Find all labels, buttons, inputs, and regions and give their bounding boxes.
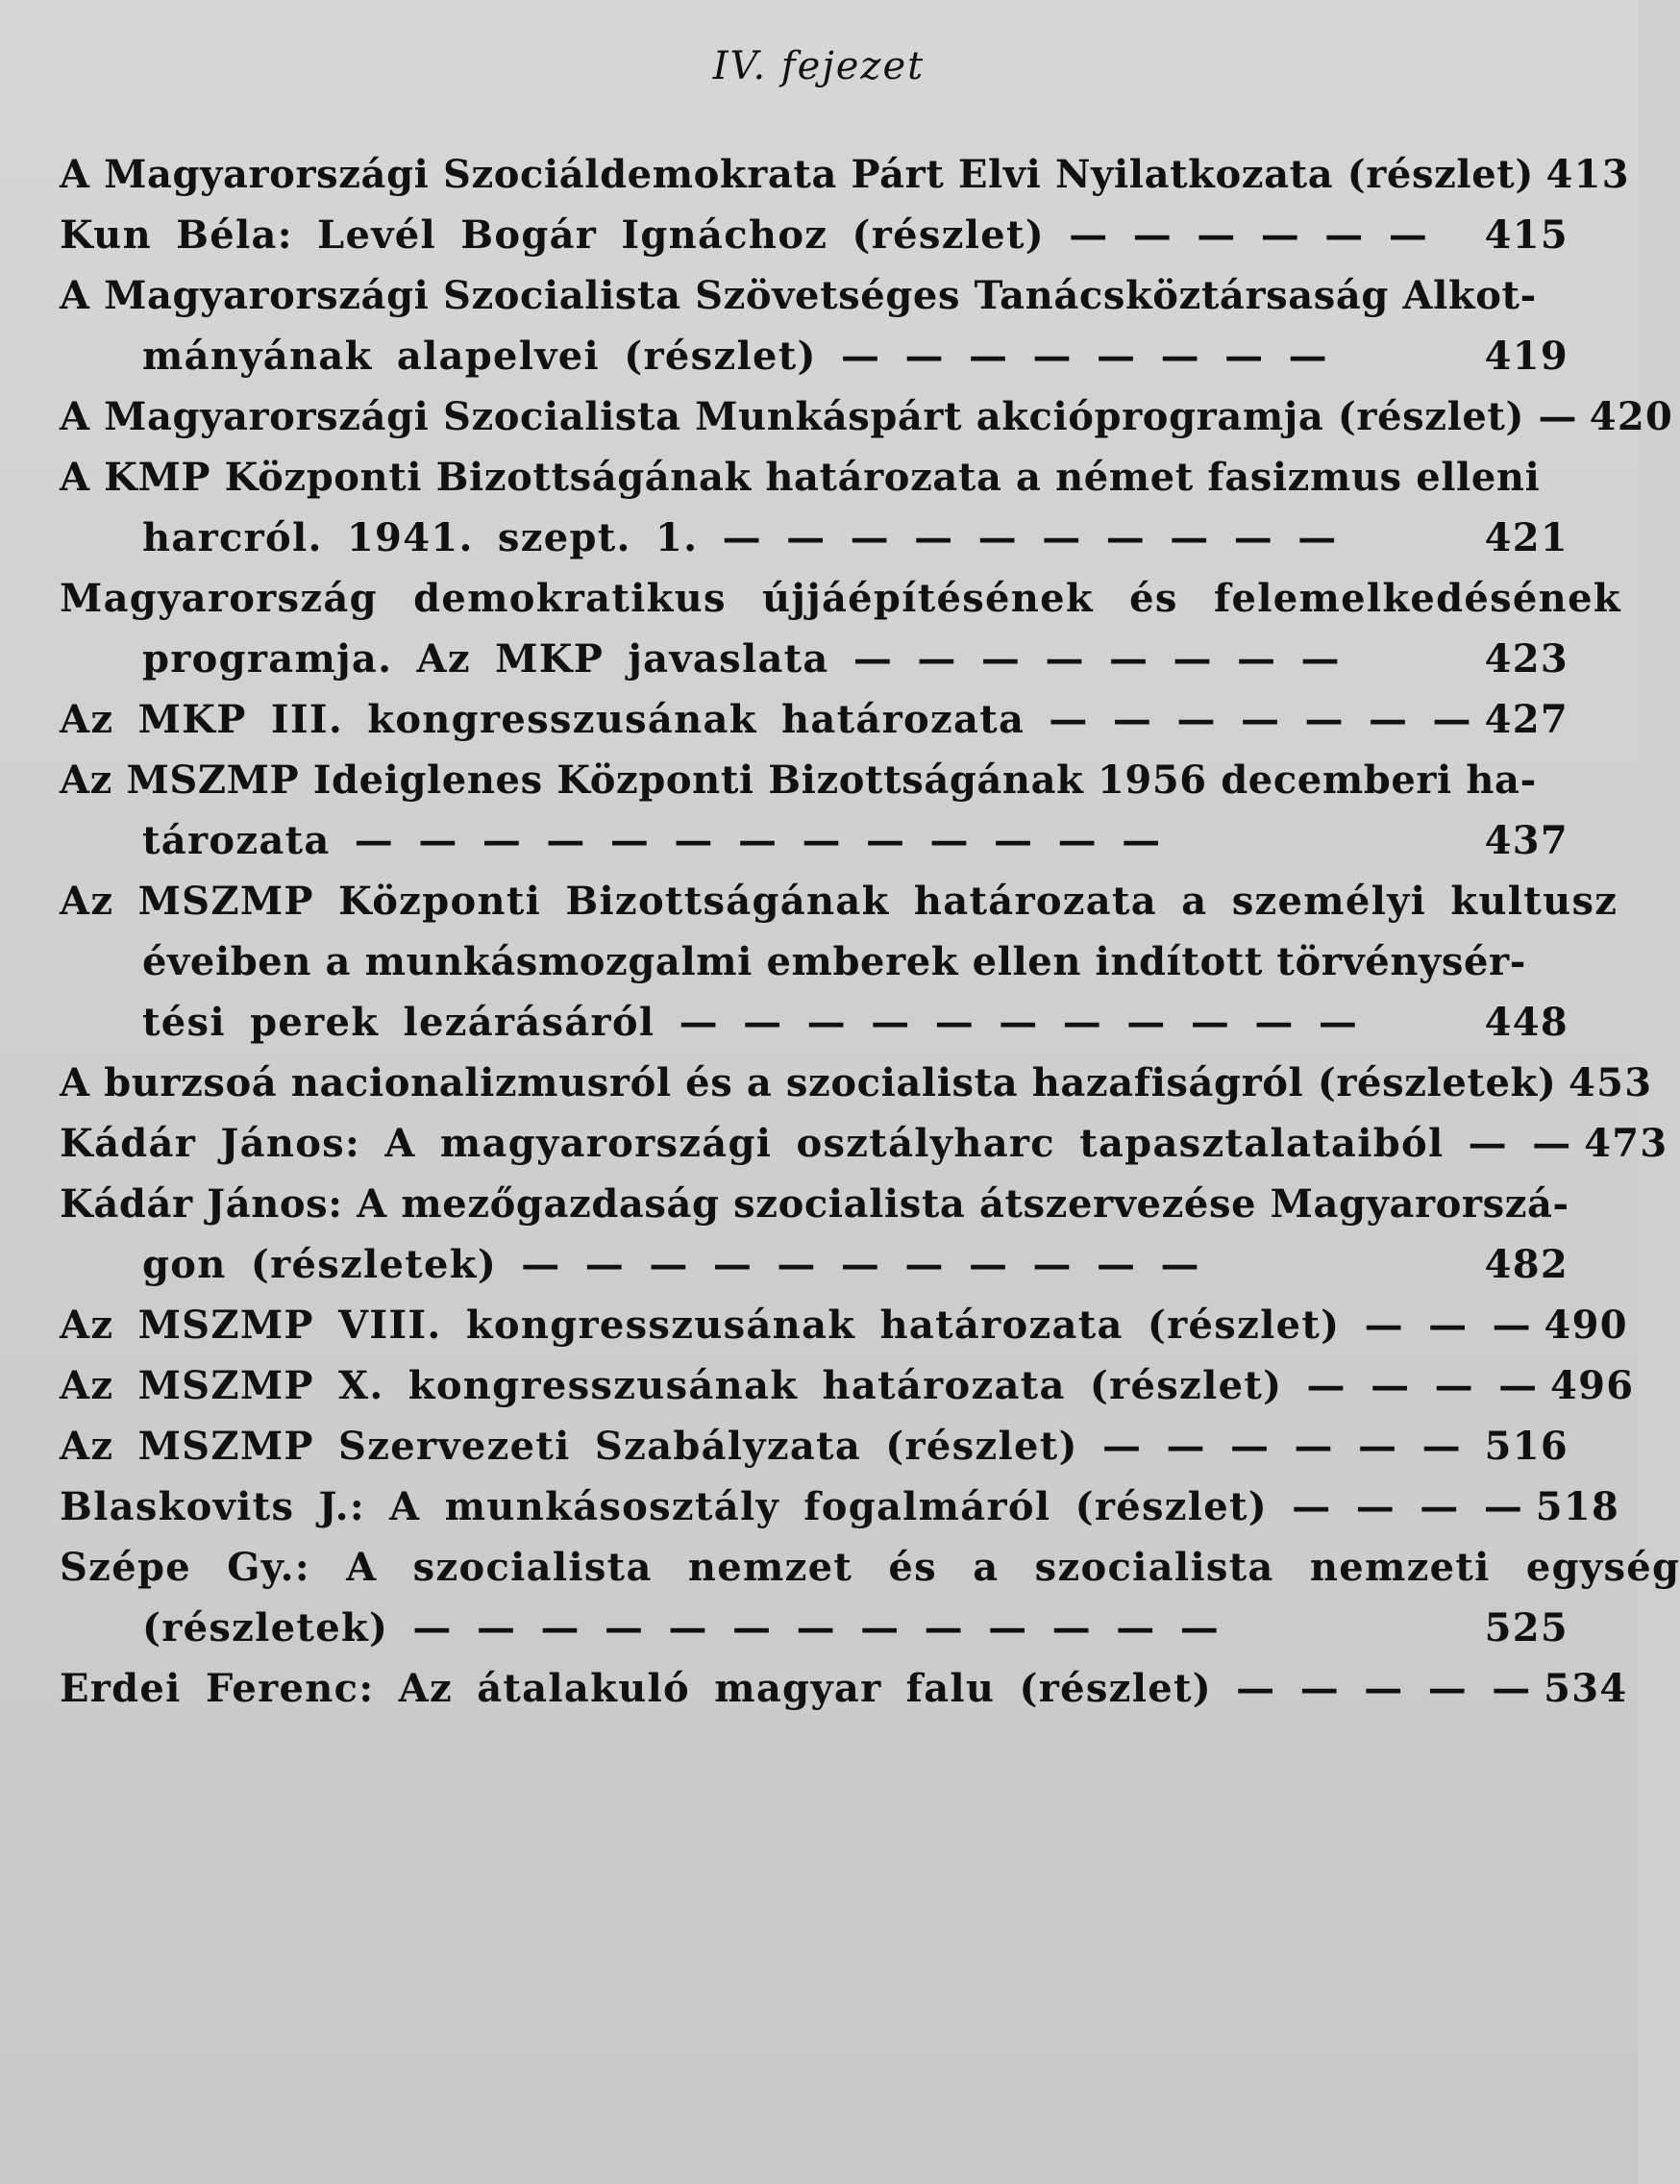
toc-entry-title: Magyarország demokratikus újjáépítésének és felemelkedésének — [60, 576, 1621, 621]
toc-entry-page: 525 — [1484, 1605, 1569, 1650]
toc-entry-page: 421 — [1484, 515, 1569, 560]
toc-entry-title-continued: harcról. 1941. szept. 1. — — — — — — — — — — — [142, 515, 1338, 560]
toc-entry — [60, 1477, 1620, 1537]
toc-entry-title: A Magyarországi Szocialista Munkáspárt akcióprogramja (részlet) — — [60, 394, 1578, 439]
toc-entry-title: Az MSZMP Ideiglenes Központi Bizottságának 1956 decemberi ha- — [60, 757, 1537, 803]
toc-entry — [60, 1658, 1628, 1719]
toc-entry-title-continued: mányának alapelvei (részlet) — — — — — — — — — [142, 334, 1328, 379]
toc-entry — [60, 689, 1569, 750]
toc-entry — [60, 1053, 1653, 1113]
toc-entry-title: Blaskovits J.: A munkásosztály fogalmáról (részlet) — — — — — [60, 1484, 1524, 1529]
chapter-heading: IV. fejezet — [712, 44, 926, 88]
toc-entry — [60, 1537, 1680, 1658]
toc-entry — [60, 386, 1674, 447]
toc-entry — [60, 1295, 1628, 1355]
toc-entry-title: A Magyarországi Szociáldemokrata Párt Elvi Nyilatkozata (részlet) — [60, 152, 1534, 197]
toc-entry — [60, 568, 1621, 689]
toc-entry — [60, 750, 1569, 871]
toc-entry-page: 473 — [1584, 1121, 1668, 1166]
toc-entry-page: 415 — [1484, 212, 1569, 258]
toc-entry — [60, 1416, 1569, 1477]
toc-entry-title: Erdei Ferenc: Az átalakuló magyar falu (részlet) — — — — — — [60, 1666, 1532, 1711]
toc-entry — [60, 1113, 1668, 1174]
toc-entry-page: 516 — [1484, 1424, 1569, 1469]
toc-entry-title: Az MSZMP X. kongresszusának határozata (részlet) — — — — — [60, 1363, 1539, 1408]
toc-entry — [60, 144, 1630, 205]
toc-entry — [60, 205, 1569, 265]
toc-entry-page: 420 — [1589, 394, 1674, 439]
toc-entry-page: 419 — [1484, 334, 1569, 379]
toc-entry-page: 453 — [1568, 1060, 1653, 1105]
toc-entry-page: 518 — [1535, 1484, 1620, 1529]
toc-entry-page: 534 — [1544, 1666, 1628, 1711]
toc-entry-page: 490 — [1544, 1303, 1628, 1348]
toc-entry-title-continued: éveiben a munkásmozgalmi emberek ellen indított törvénysér- — [142, 939, 1526, 984]
toc-entry — [60, 447, 1569, 568]
toc-entry-title: Kádár János: A mezőgazdaság szocialista átszervezése Magyarorszá- — [60, 1181, 1569, 1227]
toc-entry-title-continued: tározata — — — — — — — — — — — — — — [142, 818, 1162, 863]
toc-entry-title: A Magyarországi Szocialista Szövetséges Tanácsköztársaság Alkot- — [60, 273, 1537, 318]
toc-entry — [60, 265, 1569, 386]
toc-entry-title: Szépe Gy.: A szocialista nemzet és a szocialista nemzeti egység — [60, 1545, 1680, 1590]
toc-entry-title-continued: (részletek) — — — — — — — — — — — — — — [142, 1605, 1221, 1650]
toc-entry-page: 482 — [1484, 1242, 1569, 1287]
toc-entry-page: 413 — [1545, 152, 1630, 197]
toc-entry-page: 437 — [1484, 818, 1569, 863]
toc-entry-title: Kádár János: A magyarországi osztályharc tapasztalataiból — — — [60, 1121, 1572, 1166]
toc-entry-title: A burzsoá nacionalizmusról és a szocialista hazafiságról (részletek) — [60, 1060, 1557, 1105]
toc-entry-page: 423 — [1484, 636, 1569, 682]
toc-entry-page: 448 — [1484, 1000, 1569, 1045]
toc-entry-title: A KMP Központi Bizottságának határozata a német fasizmus elleni — [60, 455, 1541, 500]
toc-entry — [60, 1355, 1635, 1416]
toc-entry-title: Az MKP III. kongresszusának határozata — — — — — — — — [60, 697, 1472, 742]
toc-entry-title-continued: gon (részletek) — — — — — — — — — — — — [142, 1242, 1200, 1287]
toc-entry — [60, 1174, 1569, 1295]
toc-entry-title: Az MSZMP Szervezeti Szabályzata (részlet) — — — — — — — [60, 1424, 1462, 1469]
toc-entry-title: Az MSZMP Központi Bizottságának határozata a személyi kultusz — [60, 879, 1618, 924]
table-of-contents — [60, 144, 1680, 1719]
toc-entry-title-continued: programja. Az MKP javaslata — — — — — — — — — [142, 636, 1341, 682]
toc-entry-title: Kun Béla: Levél Bogár Ignáchoz (részlet) — — — — — — — [60, 212, 1429, 258]
toc-entry-page: 427 — [1484, 697, 1569, 742]
toc-entry — [60, 871, 1618, 1053]
toc-entry-title-continued: tési perek lezárásáról — — — — — — — — — — — — [142, 1000, 1359, 1045]
toc-entry-title: Az MSZMP VIII. kongresszusának határozata (részlet) — — — — [60, 1303, 1532, 1348]
toc-entry-page: 496 — [1550, 1363, 1635, 1408]
